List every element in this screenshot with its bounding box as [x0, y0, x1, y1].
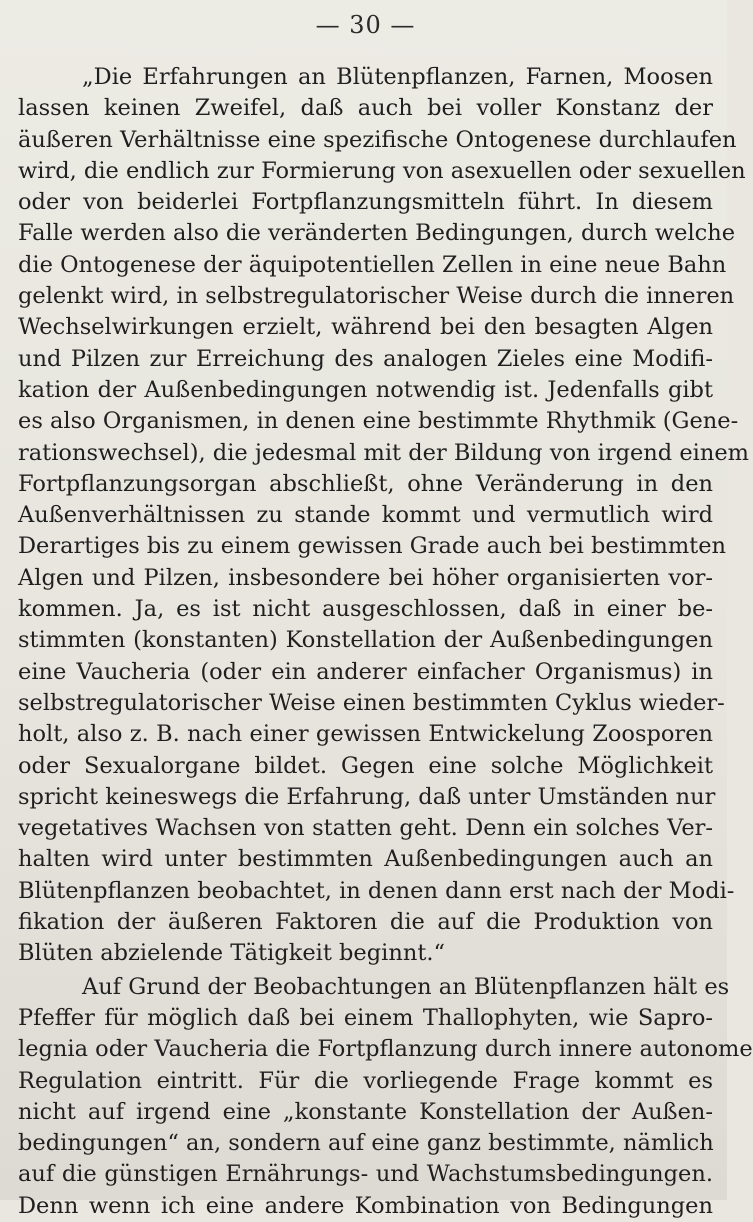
- text-line: oder von beiderlei Fortpflanzungsmitteln führt. In diesem: [18, 189, 713, 216]
- text-line: kommen. Ja, es ist nicht ausgeschlossen, daß in einer be-: [18, 596, 713, 623]
- text-line: und Pilzen zur Erreichung des analogen Zieles eine Modifi-: [18, 345, 713, 372]
- page-number: — 30 —: [315, 11, 416, 39]
- text-line: spricht keineswegs die Erfahrung, daß unter Umständen nur: [18, 783, 716, 810]
- text-line: kation der Außenbedingungen notwendig ist. Jedenfalls gibt: [18, 376, 713, 403]
- text-line: nicht auf irgend eine „konstante Konstellation der Außen-: [18, 1098, 713, 1125]
- text-line: Falle werden also die veränderten Bedingungen, durch welche: [18, 220, 736, 247]
- text-line: Denn wenn ich eine andere Kombination von Bedingungen: [18, 1192, 713, 1219]
- text-line: Blüten abzielende Tätigkeit beginnt.“: [18, 940, 446, 967]
- text-line: rationswechsel), die jedesmal mit der Bildung von irgend einem: [18, 439, 750, 466]
- text-line: oder Sexualorgane bildet. Gegen eine solche Möglichkeit: [18, 752, 713, 779]
- text-line: Wechselwirkungen erzielt, während bei den besagten Algen: [18, 314, 713, 341]
- paragraph-quote: [18, 62, 750, 970]
- text-line: halten wird unter bestimmten Außenbedingungen auch an: [18, 846, 713, 873]
- text-line: stimmten (konstanten) Konstellation der Außenbedingungen: [18, 627, 713, 654]
- text-line: Außenverhältnissen zu stande kommt und vermutlich wird: [18, 502, 713, 529]
- text-line: Auf Grund der Beobachtungen an Blütenpflanzen hält es: [82, 973, 730, 1000]
- text-line: eine Vaucheria (oder ein anderer einfacher Organismus) in: [18, 658, 713, 685]
- text-line: wird, die endlich zur Formierung von asexuellen oder sexuellen: [18, 157, 746, 184]
- text-line: Regulation eintritt. Für die vorliegende Frage kommt es: [18, 1067, 713, 1094]
- text-line: legnia oder Vaucheria die Fortpflanzung durch innere autonome: [18, 1036, 753, 1063]
- text-line: Blütenpflanzen beobachtet, in denen dann erst nach der Modi-: [18, 877, 735, 904]
- text-line: es also Organismen, in denen eine bestimmte Rhythmik (Gene-: [18, 408, 739, 435]
- text-line: fikation der äußeren Faktoren die auf die Produktion von: [18, 909, 713, 936]
- text-line: Algen und Pilzen, insbesondere bei höher organisierten vor-: [18, 564, 713, 591]
- paragraph-body: [18, 972, 753, 1222]
- text-line: „Die Erfahrungen an Blütenpflanzen, Farnen, Moosen: [82, 64, 713, 90]
- text-line: bedingungen“ an, sondern auf eine ganz bestimmte, nämlich: [18, 1130, 714, 1157]
- text-line: gelenkt wird, in selbstregulatorischer Weise durch die inneren: [18, 283, 735, 310]
- text-line: Fortpflanzungsorgan abschließt, ohne Veränderung in den: [18, 470, 713, 497]
- text-line: äußeren Verhältnisse eine spezifische Ontogenese durchlaufen: [18, 126, 737, 153]
- text-line: Derartiges bis zu einem gewissen Grade auch bei bestimmten: [18, 533, 727, 560]
- text-line: lassen keinen Zweifel, daß auch bei voller Konstanz der: [18, 95, 713, 122]
- text-line: selbstregulatorischer Weise einen bestimmten Cyklus wieder-: [18, 689, 725, 716]
- text-line: vegetatives Wachsen von statten geht. Denn ein solches Ver-: [18, 815, 713, 842]
- text-line: die Ontogenese der äquipotentiellen Zellen in eine neue Bahn: [18, 251, 727, 278]
- text-line: auf die günstigen Ernährungs- und Wachstumsbedingungen.: [18, 1161, 713, 1188]
- text-line: Pfeffer für möglich daß bei einem Thallophyten, wie Sapro-: [18, 1004, 713, 1031]
- text-line: holt, also z. B. nach einer gewissen Entwickelung Zoosporen: [18, 721, 713, 748]
